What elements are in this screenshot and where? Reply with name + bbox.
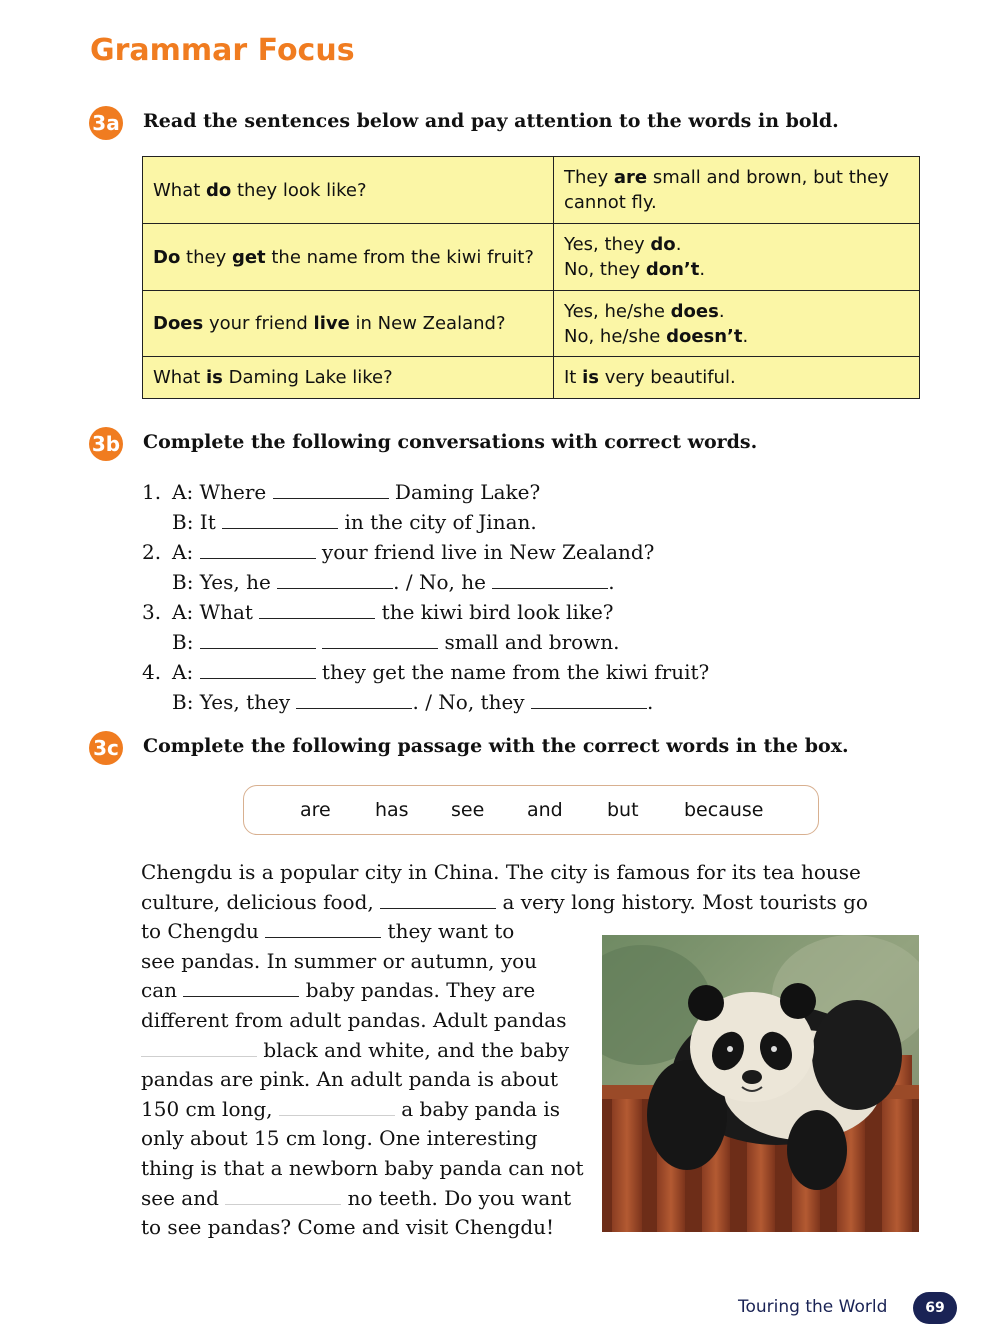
- item-number: 3.: [142, 600, 162, 624]
- page-title: Grammar Focus: [90, 33, 355, 68]
- text-run: They: [564, 167, 614, 188]
- conversation-text: A: Where: [172, 480, 273, 504]
- bold-word: doesn’t: [666, 325, 743, 347]
- conversation-text: A:: [172, 540, 200, 564]
- section-3c-instruction: Complete the following passage with the correct words in the box.: [143, 735, 849, 757]
- conversation-text: B: Yes, he: [172, 570, 278, 594]
- text-run: No, they: [564, 259, 646, 280]
- word-box-item: and: [527, 799, 563, 821]
- answer-cell: [554, 224, 920, 291]
- passage-text: different from adult pandas. Adult pandas: [141, 1007, 567, 1032]
- footer-label: Touring the World: [738, 1297, 888, 1317]
- grammar-row: [143, 357, 920, 399]
- text-run: in New Zealand?: [349, 313, 506, 334]
- answer-blank[interactable]: [277, 570, 393, 589]
- conversation-text: B:: [172, 630, 200, 654]
- conversation-line: [142, 477, 709, 507]
- passage-text: Chengdu is a popular city in China. The city is famous for its tea house: [141, 860, 861, 884]
- conversation-line: [142, 537, 709, 567]
- bold-word: don’t: [645, 259, 700, 280]
- text-run: cannot fly.: [564, 192, 657, 213]
- conversation-text: they get the name from the kiwi fruit?: [315, 660, 710, 684]
- passage-text: to see pandas? Come and visit Chengdu!: [141, 1215, 555, 1240]
- bold-word: do: [650, 234, 676, 255]
- answer-cell: [554, 291, 920, 357]
- grammar-row: [143, 291, 920, 357]
- bold-word: Does: [153, 313, 204, 334]
- bold-word: is: [206, 367, 223, 388]
- text-run: What: [153, 367, 207, 388]
- word-box-item: but: [607, 799, 639, 821]
- word-box-item: are: [300, 799, 331, 821]
- page-number: 69: [913, 1292, 957, 1324]
- conversation-line: [142, 627, 709, 657]
- text-run: Yes, he/she: [564, 300, 671, 322]
- text-run: .: [675, 234, 682, 255]
- conversation-text: Daming Lake?: [388, 480, 541, 504]
- word-box-item: because: [684, 799, 764, 821]
- text-run: What: [153, 179, 207, 201]
- answer-blank[interactable]: [183, 978, 299, 997]
- passage-text: see and: [141, 1185, 226, 1210]
- section-3c-badge: 3c: [89, 731, 123, 765]
- passage-line: [141, 858, 868, 888]
- text-run: they: [180, 246, 232, 268]
- conversation-text: in the city of Jinan.: [338, 510, 537, 534]
- passage-text: black and white, and the baby: [257, 1037, 570, 1062]
- text-run: Daming Lake like?: [222, 367, 393, 388]
- conversation-line: [142, 687, 709, 717]
- panda-photo: [602, 935, 919, 1232]
- conversation-text: small and brown.: [438, 630, 620, 654]
- passage-text: baby pandas. They are: [299, 978, 536, 1003]
- section-3a-instruction: Read the sentences below and pay attention to the words in bold.: [143, 110, 839, 132]
- question-cell: [143, 291, 554, 357]
- question-cell: [143, 357, 554, 399]
- answer-blank[interactable]: [380, 890, 496, 909]
- passage-text: only about 15 cm long. One interesting: [141, 1126, 538, 1151]
- grammar-row: [143, 157, 920, 224]
- text-run: they look like?: [231, 179, 367, 201]
- bold-word: get: [231, 246, 266, 268]
- bold-word: is: [582, 367, 599, 388]
- passage-text: see pandas. In summer or autumn, you: [141, 948, 538, 973]
- conversation-line: [142, 567, 709, 597]
- text-run: .: [718, 300, 725, 322]
- text-run: No, he/she: [564, 325, 667, 347]
- section-3b-badge: 3b: [89, 427, 123, 461]
- answer-blank[interactable]: [259, 600, 375, 619]
- item-number: 2.: [142, 540, 162, 564]
- bold-word: are: [613, 167, 648, 188]
- passage-text: thing is that a newborn baby panda can not: [141, 1155, 584, 1180]
- answer-blank[interactable]: [222, 510, 338, 529]
- conversation-text: .: [608, 570, 615, 594]
- conversation-text: .: [646, 690, 654, 714]
- passage-text: 150 cm long,: [141, 1096, 279, 1121]
- question-cell: [143, 224, 554, 291]
- conversation-text: your friend live in New Zealand?: [315, 540, 655, 564]
- section-3a-badge: 3a: [89, 106, 123, 140]
- bold-word: live: [313, 313, 350, 334]
- text-run: .: [742, 325, 749, 347]
- passage-text: can: [141, 978, 184, 1003]
- answer-blank[interactable]: [279, 1097, 395, 1116]
- answer-blank[interactable]: [225, 1186, 341, 1205]
- answer-blank[interactable]: [200, 660, 316, 679]
- answer-blank[interactable]: [296, 690, 412, 709]
- bold-word: does: [670, 300, 719, 322]
- answer-blank[interactable]: [531, 690, 647, 709]
- conversation-text: the kiwi bird look like?: [375, 600, 614, 624]
- conversation-line: [142, 657, 709, 687]
- conversation-text: . / No, they: [412, 690, 531, 714]
- text-run: very beautiful.: [598, 367, 736, 388]
- question-cell: [143, 157, 554, 224]
- conversation-line: [142, 507, 709, 537]
- grammar-row: [143, 224, 920, 291]
- passage-text: no teeth. Do you want: [341, 1185, 572, 1210]
- word-box: [243, 785, 819, 835]
- bold-word: Do: [153, 246, 181, 268]
- word-box-item: has: [375, 799, 409, 821]
- answer-cell: [554, 357, 920, 399]
- answer-blank[interactable]: [200, 630, 316, 649]
- passage-text: culture, delicious food,: [141, 889, 381, 914]
- passage-text: they want to: [381, 919, 515, 944]
- grammar-table: [142, 156, 920, 399]
- passage-text: pandas are pink. An adult panda is about: [141, 1067, 559, 1092]
- word-box-item: see: [451, 799, 485, 821]
- conversation-text: B: It: [172, 510, 223, 534]
- passage-text: to Chengdu: [141, 919, 266, 944]
- answer-cell: [554, 157, 920, 224]
- conversation-text: B: Yes, they: [172, 690, 297, 714]
- text-run: .: [699, 259, 706, 280]
- text-run: small and brown, but they: [647, 167, 889, 188]
- text-run: It: [564, 367, 583, 388]
- passage-line: [141, 888, 868, 918]
- bold-word: do: [206, 179, 232, 201]
- conversation-exercise: [142, 477, 709, 717]
- conversation-text: . / No, he: [393, 570, 493, 594]
- answer-blank[interactable]: [492, 570, 608, 589]
- answer-blank[interactable]: [273, 480, 389, 499]
- text-run: your friend: [203, 313, 314, 334]
- section-3b-instruction: Complete the following conversations with correct words.: [143, 431, 758, 453]
- item-number: 4.: [142, 660, 162, 684]
- conversation-text: A:: [172, 660, 200, 684]
- conversation-text: A: What: [172, 600, 260, 624]
- text-run: Yes, they: [564, 234, 651, 255]
- passage-text: a very long history. Most tourists go: [496, 889, 868, 914]
- item-number: 1.: [142, 480, 162, 504]
- answer-blank[interactable]: [265, 919, 381, 938]
- text-run: the name from the kiwi fruit?: [265, 246, 534, 268]
- answer-blank[interactable]: [200, 540, 316, 559]
- answer-blank[interactable]: [141, 1038, 257, 1057]
- conversation-line: [142, 597, 709, 627]
- answer-blank[interactable]: [322, 630, 438, 649]
- passage-text: a baby panda is: [394, 1096, 561, 1121]
